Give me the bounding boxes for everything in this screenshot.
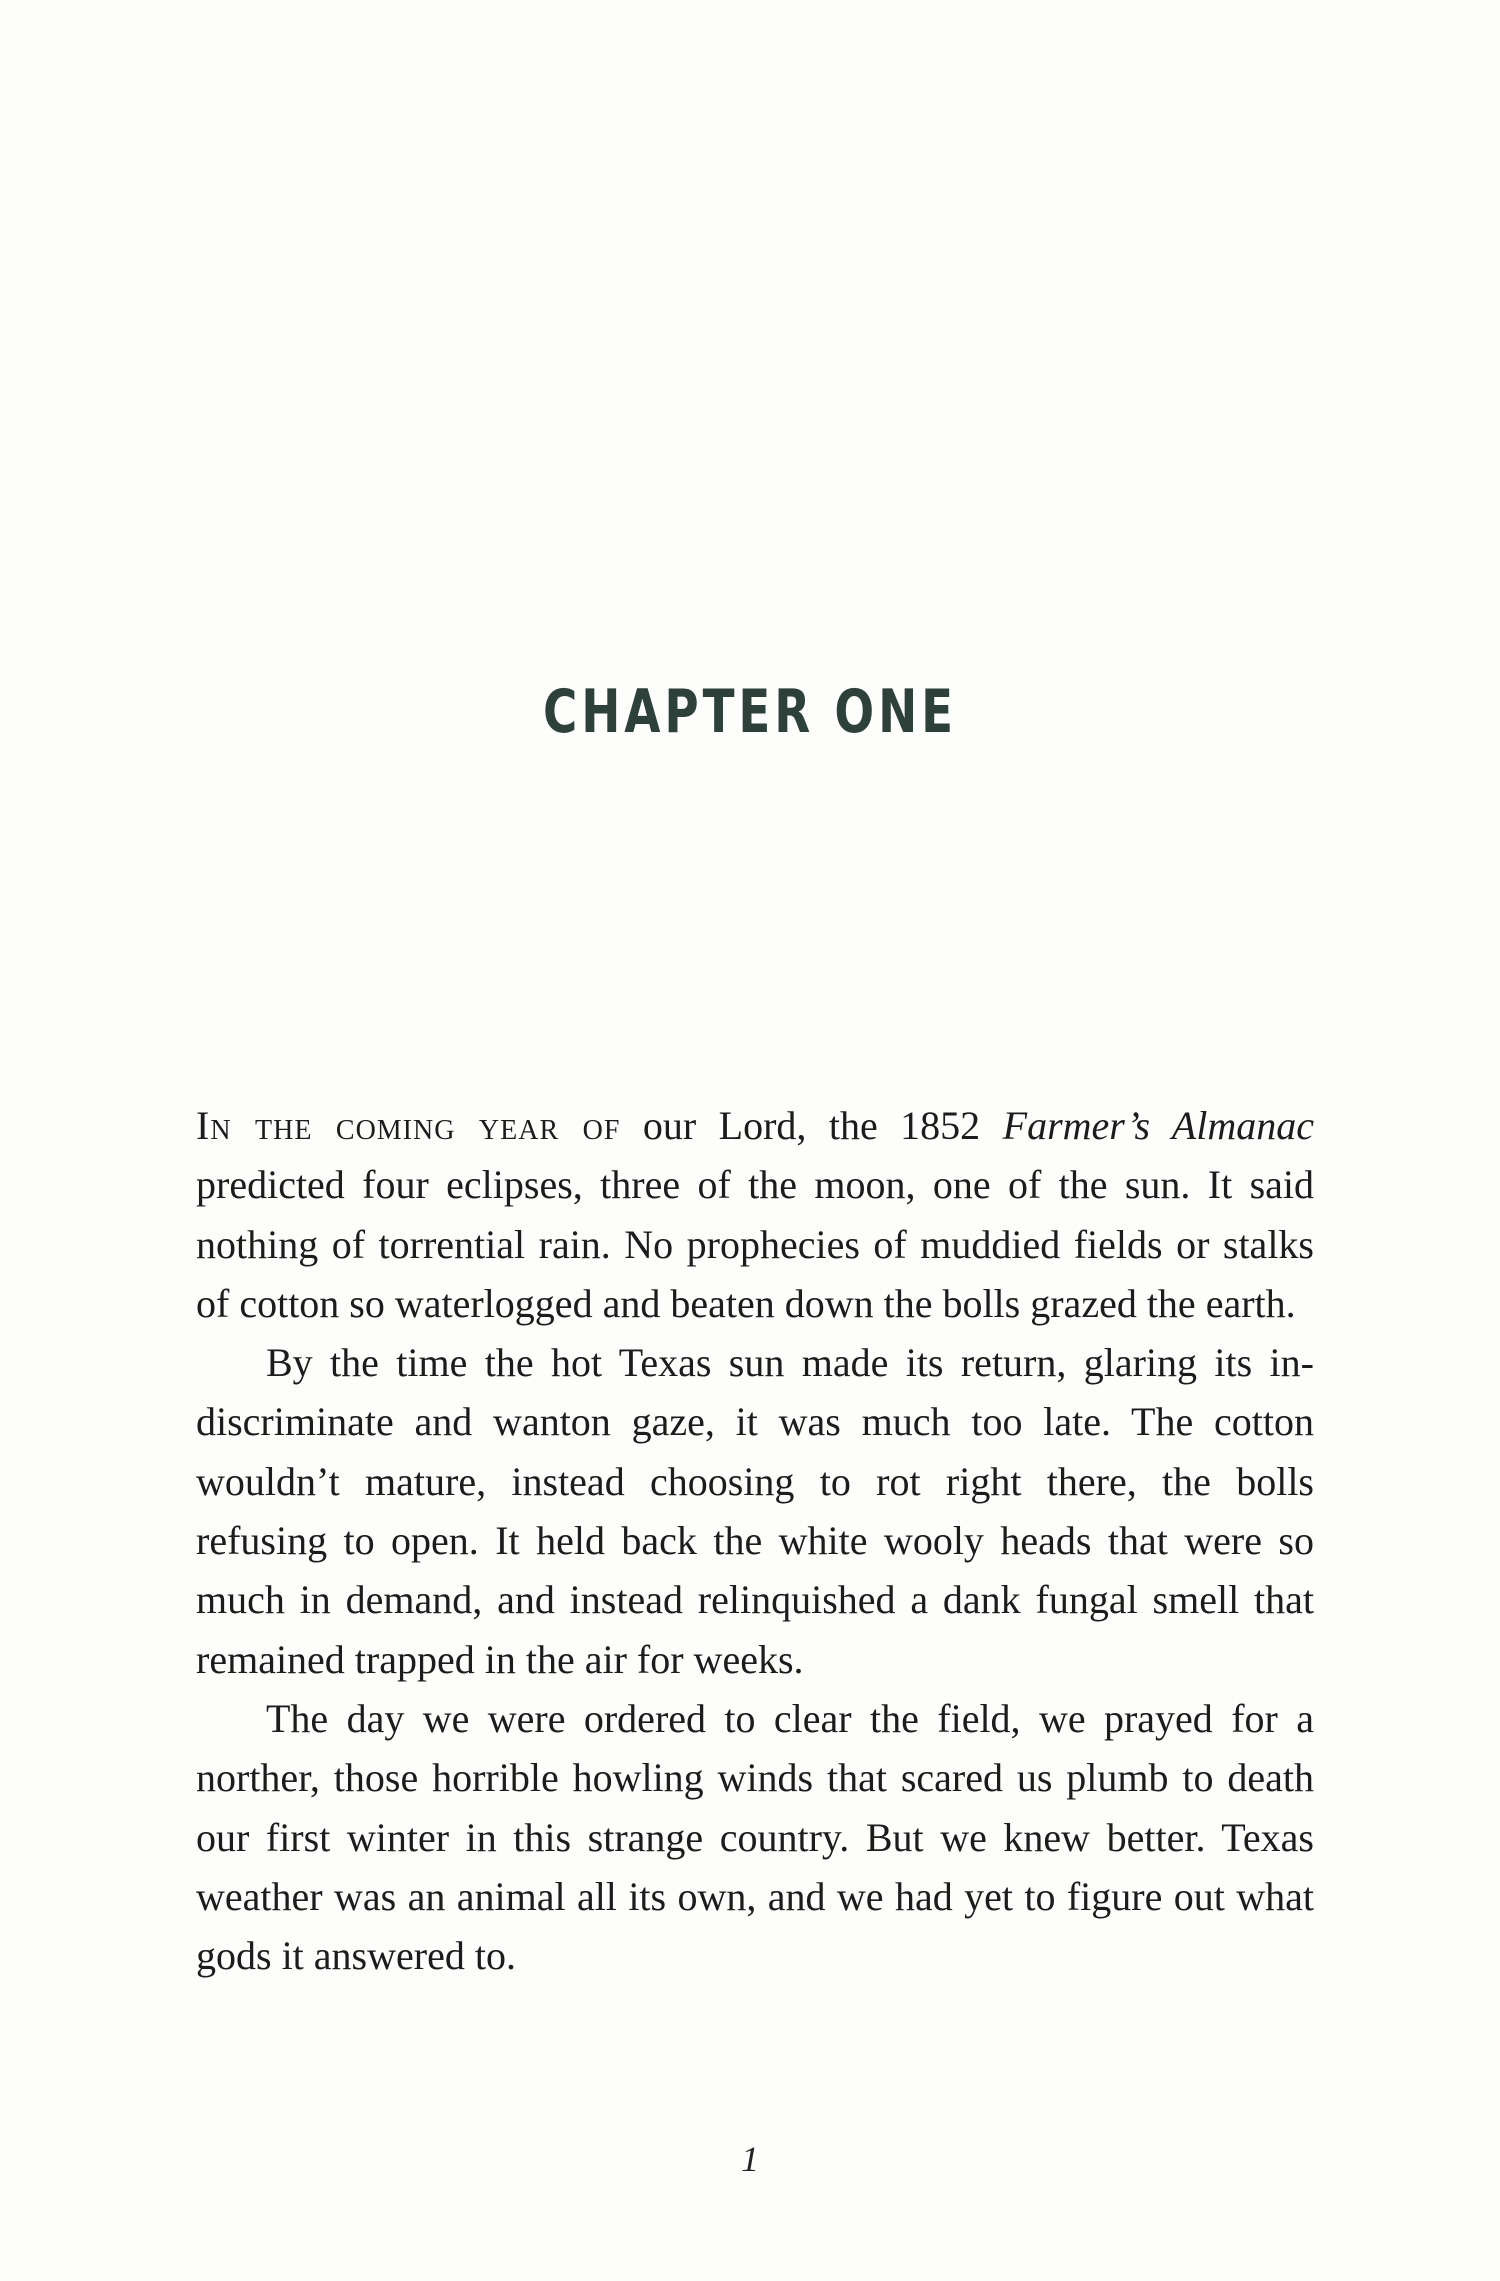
paragraph-2: By the time the hot Texas sun made its return, glaring its indiscriminate and wanton gaze, it was much too late. The cotton wouldn’t mature, instead choosing to rot right there, the bolls refusing to open. It held back the white wooly heads that were so much in demand, and instead relinquished a dank fungal smell that remained trapped in the air for weeks. bbox=[196, 1340, 1314, 1682]
almanac-title: Farmer’s Almanac bbox=[1002, 1103, 1314, 1148]
page-number: 1 bbox=[741, 2139, 759, 2179]
paragraph-1-text-a: our Lord, the 1852 bbox=[620, 1103, 1003, 1148]
body-text bbox=[196, 1096, 1314, 1985]
chapter-title: CHAPTER ONE bbox=[542, 677, 958, 747]
paragraph-3: The day we were ordered to clear the field, we prayed for a norther, those horrible howling winds that scared us plumb to death our first winter in this strange country. But we knew better. Texas weather was an animal all its own, and we had yet to figure out what gods it answered to. bbox=[196, 1695, 1314, 1979]
opening-smallcaps: In the coming year of bbox=[196, 1103, 621, 1148]
paragraph-1 bbox=[196, 1096, 1314, 1333]
paragraph-1-text-b: predicted four eclipses, three of the moon, one of the sun. It said nothing of torrential rain. No prophecies of muddied fields or stalks of cotton so waterlogged and beaten down the bolls grazed the earth. bbox=[196, 1162, 1314, 1326]
